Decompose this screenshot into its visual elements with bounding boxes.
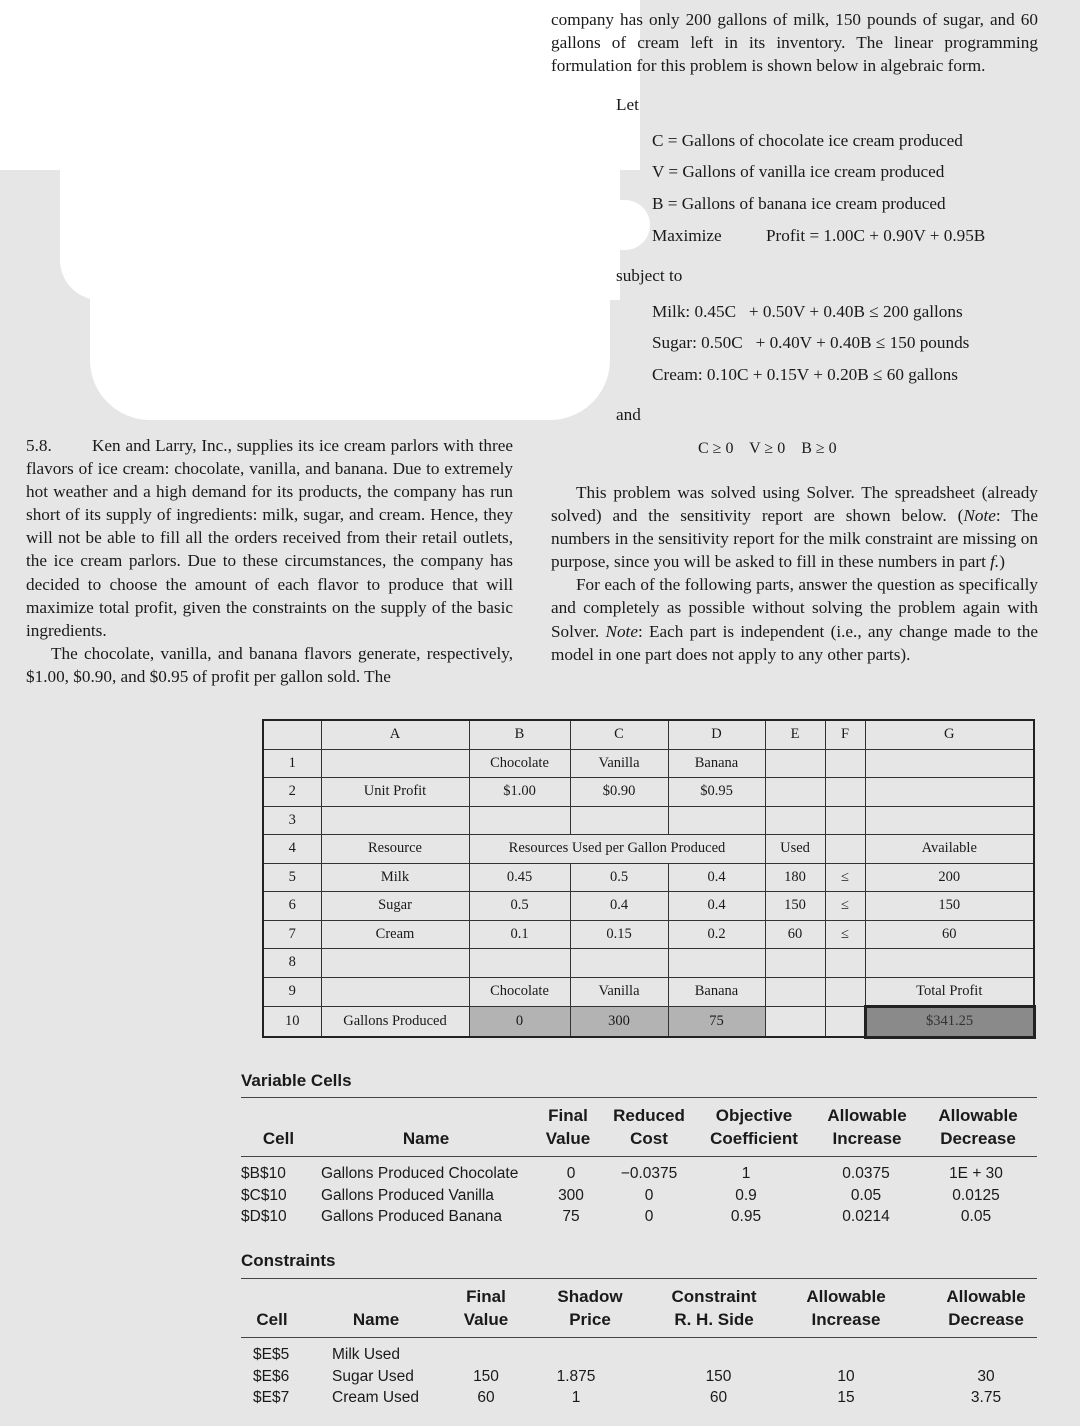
report-cell: −0.0375 bbox=[620, 1165, 678, 1182]
report-cell: $D$10 bbox=[241, 1208, 287, 1225]
sheet-cell: Sugar bbox=[321, 892, 469, 921]
header-line-1 bbox=[331, 1285, 421, 1308]
report-cell: Milk Used bbox=[332, 1346, 401, 1363]
sheet-cell bbox=[765, 949, 825, 978]
header-line-2: Value bbox=[463, 1310, 509, 1329]
column-header: C bbox=[570, 720, 668, 749]
instr-1b: : The numbers in the sensitivity report for the milk constraint are missing on purpose, since you will be asked to fill in these numbers in part bbox=[551, 506, 1039, 572]
instr-1c: ) bbox=[999, 552, 1005, 572]
sheet-cell: Banana bbox=[668, 749, 765, 778]
column-header: A bbox=[321, 720, 469, 749]
sheet-cell: 300 bbox=[570, 1007, 668, 1038]
instr-2a: For each of the following parts, answer the question as specifically and completely as possible without solving the problem again with Solver. bbox=[551, 575, 1038, 641]
report-cell: Gallons Produced Vanilla bbox=[321, 1186, 494, 1204]
report-cell: 10 bbox=[837, 1367, 855, 1385]
report-cell: $B$10 bbox=[241, 1165, 286, 1182]
report-cell: 150 bbox=[473, 1367, 499, 1385]
let-label: Let bbox=[616, 95, 639, 114]
sheet-cell: 150 bbox=[865, 892, 1034, 921]
sheet-cell: 75 bbox=[668, 1007, 765, 1038]
sheet-cell bbox=[570, 806, 668, 835]
sheet-cell: 150 bbox=[765, 892, 825, 921]
header-line-2: Decrease bbox=[940, 1129, 1016, 1148]
report-cell: $E$5 bbox=[253, 1346, 290, 1363]
sheet-cell: 0.5 bbox=[570, 863, 668, 892]
vc-top-rule bbox=[241, 1097, 1037, 1098]
report-cell: 0.05 bbox=[850, 1186, 882, 1204]
constraints-table bbox=[241, 1285, 1037, 1425]
sheet-cell: 200 bbox=[865, 863, 1034, 892]
sheet-cell bbox=[469, 806, 570, 835]
header-line-2: Decrease bbox=[948, 1310, 1024, 1329]
report-cell: 1 bbox=[571, 1389, 581, 1406]
sheet-cell bbox=[825, 778, 865, 807]
problem-text bbox=[26, 434, 513, 688]
sheet-cell bbox=[570, 949, 668, 978]
sheet-cell: Total Profit bbox=[865, 977, 1034, 1007]
header-line-2: Name bbox=[352, 1310, 400, 1329]
header-line-2: Increase bbox=[811, 1310, 881, 1329]
sheet-cell bbox=[825, 835, 865, 864]
sheet-cell: 0.45 bbox=[469, 863, 570, 892]
header-line-1: Reduced bbox=[613, 1106, 685, 1125]
header-line-1: Allowable bbox=[938, 1106, 1018, 1125]
report-cell: 0 bbox=[566, 1165, 576, 1182]
report-cell: 1.875 bbox=[556, 1367, 596, 1385]
header-line-1: Constraint bbox=[671, 1287, 757, 1306]
report-cell: 150 bbox=[705, 1367, 732, 1385]
report-header bbox=[931, 1285, 1041, 1331]
instructions-text bbox=[551, 481, 1038, 666]
report-cell: Gallons Produced Banana bbox=[321, 1208, 502, 1225]
header-line-2: Cell bbox=[262, 1129, 295, 1148]
header-line-2: Price bbox=[569, 1310, 611, 1329]
report-header bbox=[546, 1285, 634, 1331]
sheet-cell: 0.4 bbox=[668, 863, 765, 892]
sheet-cell: Resource bbox=[321, 835, 469, 864]
def-b: B = Gallons of banana ice cream produced bbox=[652, 194, 946, 213]
sheet-cell: 0.2 bbox=[668, 920, 765, 949]
sheet-cell: ≤ bbox=[825, 920, 865, 949]
sheet-cell bbox=[321, 806, 469, 835]
corner-cell bbox=[263, 720, 321, 749]
header-line-1: Objective bbox=[715, 1106, 793, 1125]
row-number: 6 bbox=[263, 892, 321, 921]
sheet-cell: Available bbox=[865, 835, 1034, 864]
sheet-cell bbox=[865, 806, 1034, 835]
report-cell: 60 bbox=[477, 1389, 495, 1406]
sheet-cell bbox=[825, 1007, 865, 1038]
header-line-2: Name bbox=[402, 1129, 450, 1148]
problem-paragraph-1: Ken and Larry, Inc., supplies its ice cream parlors with three flavors of ice cream: chocolate, vanilla, and banana. Due to extremely hot weather and a high demand for its products, the company has run short of its supply of ingredients: milk, sugar, and cream. Hence, they will not be able to fill all the orders received from their retail outlets, the ice cream parlors. Due to these circumstances, the company has decided to choose the amount of each flavor to produce that will maximize total profit, given the constraints on the supply of the basic ingredients. bbox=[26, 436, 513, 640]
constraints-title: Constraints bbox=[241, 1251, 336, 1270]
sheet-cell: Resources Used per Gallon Produced bbox=[469, 835, 765, 864]
sheet-cell: 0.1 bbox=[469, 920, 570, 949]
header-line-2: Cost bbox=[630, 1129, 668, 1148]
sheet-cell: Used bbox=[765, 835, 825, 864]
sheet-cell: 0.4 bbox=[570, 892, 668, 921]
sheet-cell: ≤ bbox=[825, 892, 865, 921]
row-number: 4 bbox=[263, 835, 321, 864]
report-cell: Cream Used bbox=[332, 1389, 419, 1406]
sugar-constraint: Sugar: 0.50C + 0.40V + 0.40B ≤ 150 pounds bbox=[652, 333, 970, 352]
sheet-cell bbox=[765, 977, 825, 1007]
report-cell: $E$6 bbox=[253, 1367, 290, 1385]
sheet-cell: Banana bbox=[668, 977, 765, 1007]
report-cell: 15 bbox=[837, 1389, 855, 1406]
header-line-2: Increase bbox=[832, 1129, 902, 1148]
report-cell: 30 bbox=[977, 1367, 995, 1385]
sheet-cell: Vanilla bbox=[570, 977, 668, 1007]
row-number: 1 bbox=[263, 749, 321, 778]
sheet-cell bbox=[321, 749, 469, 778]
sheet-cell bbox=[765, 778, 825, 807]
report-header bbox=[538, 1104, 598, 1150]
con-top-rule bbox=[241, 1278, 1037, 1279]
sheet-cell bbox=[469, 949, 570, 978]
variable-cells-title: Variable Cells bbox=[241, 1071, 352, 1090]
row-number: 3 bbox=[263, 806, 321, 835]
report-cell: 0.95 bbox=[730, 1208, 762, 1225]
sheet-cell: $0.90 bbox=[570, 778, 668, 807]
column-header: D bbox=[668, 720, 765, 749]
row-number: 10 bbox=[263, 1007, 321, 1038]
header-line-2: Cell bbox=[256, 1310, 288, 1329]
report-header bbox=[381, 1104, 471, 1150]
sheet-cell: $341.25 bbox=[865, 1007, 1034, 1038]
instr-1-note: Note bbox=[963, 506, 996, 526]
report-cell: $E$7 bbox=[253, 1389, 290, 1406]
report-cell: 0.0125 bbox=[952, 1186, 1000, 1204]
def-c: C = Gallons of chocolate ice cream produced bbox=[652, 131, 963, 150]
report-cell: 0.05 bbox=[960, 1208, 992, 1225]
report-cell: 0.0214 bbox=[842, 1208, 890, 1225]
row-number: 7 bbox=[263, 920, 321, 949]
row-number: 2 bbox=[263, 778, 321, 807]
instr-2b: : Each part is independent (i.e., any change made to the model in one part does not apply to any other parts). bbox=[551, 621, 1038, 664]
instr-2-note: Note bbox=[605, 621, 638, 641]
sheet-cell: Vanilla bbox=[570, 749, 668, 778]
nonnegativity: C ≥ 0 V ≥ 0 B ≥ 0 bbox=[698, 440, 837, 457]
instr-1a: This problem was solved using Solver. The spreadsheet (already solved) and the sensitivity report are shown below. ( bbox=[551, 483, 1038, 526]
sheet-cell: 180 bbox=[765, 863, 825, 892]
sheet-cell: ≤ bbox=[825, 863, 865, 892]
sheet-cell: Chocolate bbox=[469, 977, 570, 1007]
report-cell: 0.0375 bbox=[842, 1165, 890, 1182]
report-cell: $C$10 bbox=[241, 1186, 287, 1204]
report-header bbox=[816, 1104, 918, 1150]
sheet-cell: 60 bbox=[765, 920, 825, 949]
sheet-cell: 0 bbox=[469, 1007, 570, 1038]
report-header bbox=[651, 1285, 777, 1331]
intro-continuation: company has only 200 gallons of milk, 150 pounds of sugar, and 60 gallons of cream left in its inventory. The linear programming formulation for this problem is shown below in algebraic form. bbox=[551, 10, 1038, 76]
and-label: and bbox=[616, 405, 641, 424]
maximize-label: Maximize bbox=[652, 226, 722, 245]
sheet-cell bbox=[825, 806, 865, 835]
column-header: F bbox=[825, 720, 865, 749]
def-v: V = Gallons of vanilla ice cream produced bbox=[652, 162, 945, 181]
header-line-2: Coefficient bbox=[710, 1129, 798, 1148]
sheet-cell: Cream bbox=[321, 920, 469, 949]
report-cell: 75 bbox=[562, 1208, 580, 1225]
sheet-cell: Chocolate bbox=[469, 749, 570, 778]
header-line-1: Allowable bbox=[946, 1287, 1026, 1306]
report-header bbox=[791, 1285, 901, 1331]
report-cell: 1 bbox=[741, 1165, 751, 1182]
report-header bbox=[331, 1285, 421, 1331]
header-line-1: Shadow bbox=[557, 1287, 623, 1306]
header-line-1: Allowable bbox=[827, 1106, 907, 1125]
report-cell: 300 bbox=[558, 1186, 584, 1204]
report-cell: 1E + 30 bbox=[949, 1165, 1003, 1182]
header-line-2: R. H. Side bbox=[674, 1310, 754, 1329]
sheet-cell: Milk bbox=[321, 863, 469, 892]
row-number: 5 bbox=[263, 863, 321, 892]
header-line-1 bbox=[241, 1285, 303, 1308]
sheet-cell bbox=[825, 977, 865, 1007]
report-header bbox=[241, 1285, 303, 1331]
report-cell: Gallons Produced Chocolate bbox=[321, 1165, 519, 1182]
cream-constraint: Cream: 0.10C + 0.15V + 0.20B ≤ 60 gallons bbox=[652, 365, 958, 384]
report-cell: 0.9 bbox=[735, 1186, 757, 1204]
header-line-1: Final bbox=[466, 1287, 506, 1306]
sheet-cell bbox=[668, 806, 765, 835]
variable-cells-table bbox=[241, 1104, 1037, 1244]
report-cell: 60 bbox=[709, 1389, 728, 1406]
sheet-cell: 60 bbox=[865, 920, 1034, 949]
sheet-cell: Gallons Produced bbox=[321, 1007, 469, 1038]
sheet-cell: 0.5 bbox=[469, 892, 570, 921]
report-cell: Sugar Used bbox=[332, 1367, 414, 1385]
sheet-cell bbox=[825, 749, 865, 778]
report-cell: 0 bbox=[644, 1208, 654, 1225]
report-header bbox=[701, 1104, 807, 1150]
sheet-cell: 0.15 bbox=[570, 920, 668, 949]
header-line-1: Final bbox=[548, 1106, 588, 1125]
spreadsheet bbox=[262, 719, 1036, 1039]
column-header: E bbox=[765, 720, 825, 749]
subject-to-label: subject to bbox=[616, 266, 683, 285]
sheet-cell: 0.4 bbox=[668, 892, 765, 921]
objective-function: Profit = 1.00C + 0.90V + 0.95B bbox=[766, 226, 986, 245]
sheet-cell: $0.95 bbox=[668, 778, 765, 807]
report-cell: 3.75 bbox=[970, 1389, 1002, 1406]
sheet-cell bbox=[321, 977, 469, 1007]
header-line-2: Value bbox=[545, 1129, 591, 1148]
report-header bbox=[241, 1104, 316, 1150]
sheet-cell bbox=[865, 749, 1034, 778]
instr-1-part: f. bbox=[990, 552, 1000, 572]
sheet-cell bbox=[765, 1007, 825, 1038]
row-number: 9 bbox=[263, 977, 321, 1007]
report-cell: 0 bbox=[644, 1186, 654, 1204]
report-header bbox=[607, 1104, 691, 1150]
sheet-cell: $1.00 bbox=[469, 778, 570, 807]
problem-paragraph-2: The chocolate, vanilla, and banana flavors generate, respectively, $1.00, $0.90, and $0.95 of profit per gallon sold. The bbox=[26, 643, 513, 686]
column-header: B bbox=[469, 720, 570, 749]
sheet-cell bbox=[865, 778, 1034, 807]
sheet-cell: Unit Profit bbox=[321, 778, 469, 807]
sheet-cell bbox=[865, 949, 1034, 978]
milk-constraint: Milk: 0.45C + 0.50V + 0.40B ≤ 200 gallons bbox=[652, 302, 963, 321]
report-header bbox=[927, 1104, 1029, 1150]
problem-number: 5.8. bbox=[26, 436, 52, 455]
column-header: G bbox=[865, 720, 1034, 749]
sheet-cell bbox=[668, 949, 765, 978]
sheet-cell bbox=[765, 806, 825, 835]
header-line-1 bbox=[241, 1104, 316, 1127]
report-header bbox=[451, 1285, 521, 1331]
sheet-cell bbox=[765, 749, 825, 778]
sheet-cell bbox=[825, 949, 865, 978]
sheet-cell bbox=[321, 949, 469, 978]
header-line-1 bbox=[381, 1104, 471, 1127]
row-number: 8 bbox=[263, 949, 321, 978]
header-line-1: Allowable bbox=[806, 1287, 886, 1306]
